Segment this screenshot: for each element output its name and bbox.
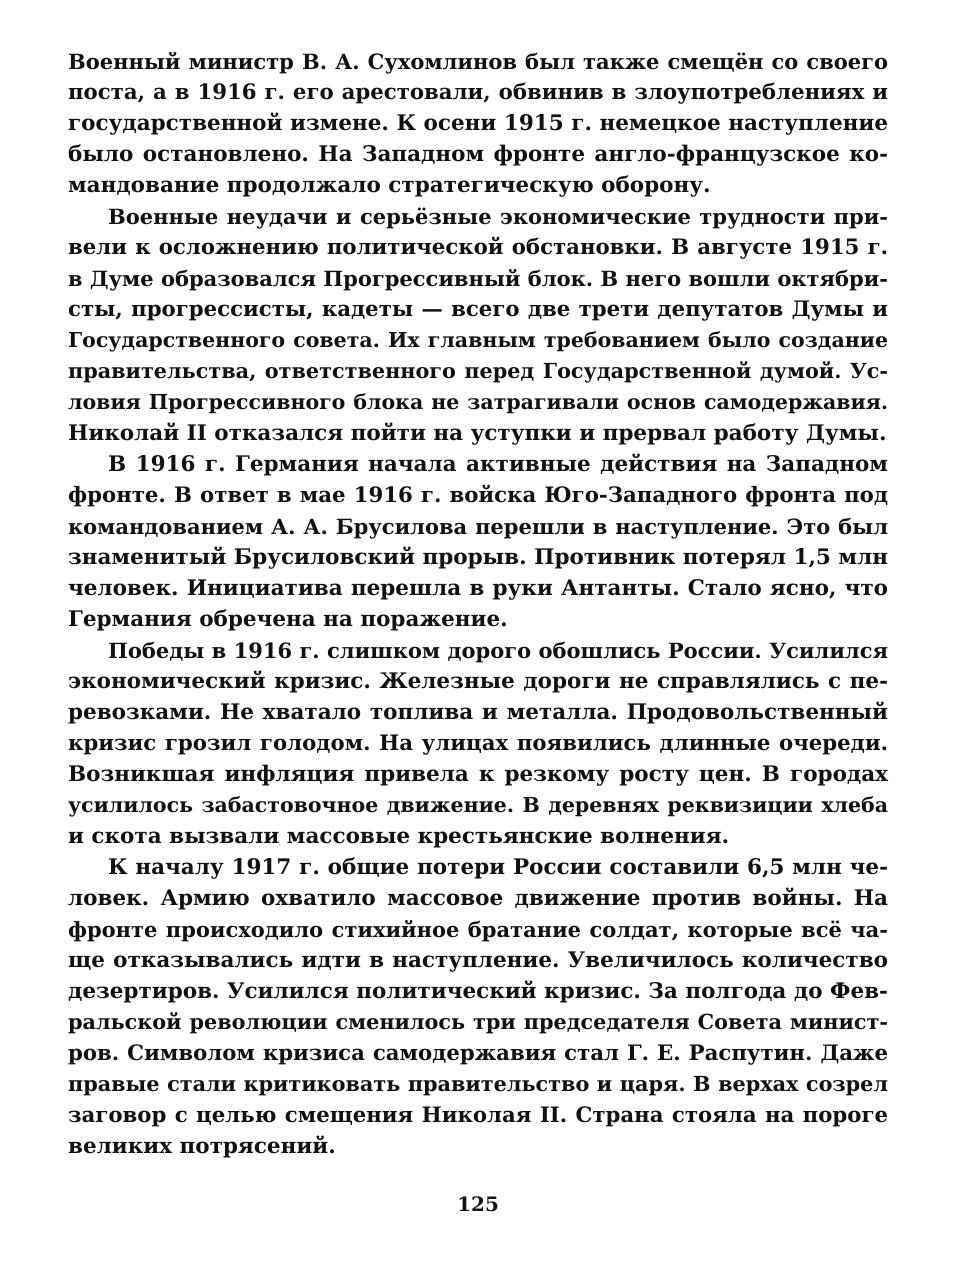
text-line: ще отказывались идти в наступление. Увеличилось количество	[68, 948, 888, 973]
text-line: было остановлено. На Западном фронте англо-французское ко-	[68, 142, 888, 167]
text-line: Военный министр В. А. Сухомлинов был также смещён со своего	[68, 49, 888, 74]
text-line: ловия Прогрессивного блока не затрагивали основ самодержавия.	[68, 390, 888, 414]
body-text	[68, 46, 888, 1162]
text-line: вели к осложнению политической обстановки. В августе 1915 г.	[68, 235, 888, 260]
paragraph-5	[68, 852, 888, 1162]
text-line: правые стали критиковать правительство и царя. В верхах созрел	[68, 1072, 888, 1096]
text-line: государственной измене. К осени 1915 г. немецкое наступление	[68, 111, 888, 136]
text-line: фронте. В ответ в мае 1916 г. войска Юго-Западного фронта под	[68, 483, 888, 508]
text-line: ловек. Армию охватило массовое движение против войны. На	[68, 886, 888, 911]
text-line: усилилось забастовочное движение. В деревнях реквизиции хлеба	[68, 793, 888, 817]
text-line: Военные неудачи и серьёзные экономические трудности при-	[108, 204, 888, 229]
text-line: заговор с целью смещения Николая II. Страна стояла на пороге	[68, 1103, 888, 1128]
text-line: поста, а в 1916 г. его арестовали, обвинив в злоупотреблениях и	[68, 80, 888, 105]
text-line: знаменитый Брусиловский прорыв. Противник потерял 1,5 млн	[68, 545, 888, 570]
text-line: Государственного совета. Их главным требованием было создание	[68, 328, 888, 352]
text-line: сты, прогрессисты, кадеты — всего две трети депутатов Думы и	[68, 297, 888, 322]
paragraph-1	[68, 46, 888, 201]
paragraph-3	[68, 449, 888, 635]
text-line: в Думе образовался Прогрессивный блок. В него вошли октябри-	[68, 266, 888, 291]
page-number: 125	[457, 1192, 499, 1216]
text-line: ревозками. Не хватало топлива и металла. Продовольственный	[68, 700, 888, 725]
text-line: Возникшая инфляция привела к резкому росту цен. В городах	[68, 762, 888, 787]
text-line: ров. Символом кризиса самодержавия стал Г. Е. Распутин. Даже	[68, 1041, 888, 1066]
text-line: великих потрясений.	[68, 1134, 336, 1159]
text-line: мандование продолжало стратегическую оборону.	[68, 173, 711, 198]
paragraph-4	[68, 635, 888, 852]
text-line: ральской революции сменилось три председателя Совета минист-	[68, 1010, 888, 1034]
text-line: К началу 1917 г. общие потери России составили 6,5 млн че-	[108, 855, 888, 880]
text-line: В 1916 г. Германия начала активные действия на Западном	[108, 452, 888, 477]
text-line: кризис грозил голодом. На улицах появились длинные очереди.	[68, 731, 888, 756]
text-line: и скота вызвали массовые крестьянские волнения.	[68, 824, 730, 849]
text-line: человек. Инициатива перешла в руки Антанты. Стало ясно, что	[68, 576, 888, 601]
text-line: дезертиров. Усилился политический кризис. За полгода до Фев-	[68, 979, 888, 1004]
text-line: Германия обречена на поражение.	[68, 607, 508, 632]
text-line: правительства, ответственного перед Государственной думой. Ус-	[68, 359, 888, 383]
text-line: Победы в 1916 г. слишком дорого обошлись России. Усилился	[108, 638, 888, 663]
paragraph-2	[68, 201, 888, 449]
text-line: фронте происходило стихийное братание солдат, которые всё ча-	[68, 917, 888, 942]
text-line: экономический кризис. Железные дороги не справлялись с пе-	[68, 669, 888, 694]
text-line: командованием А. А. Брусилова перешли в наступление. Это был	[68, 514, 888, 539]
text-line: Николай II отказался пойти на уступки и прервал работу Думы.	[68, 421, 887, 446]
